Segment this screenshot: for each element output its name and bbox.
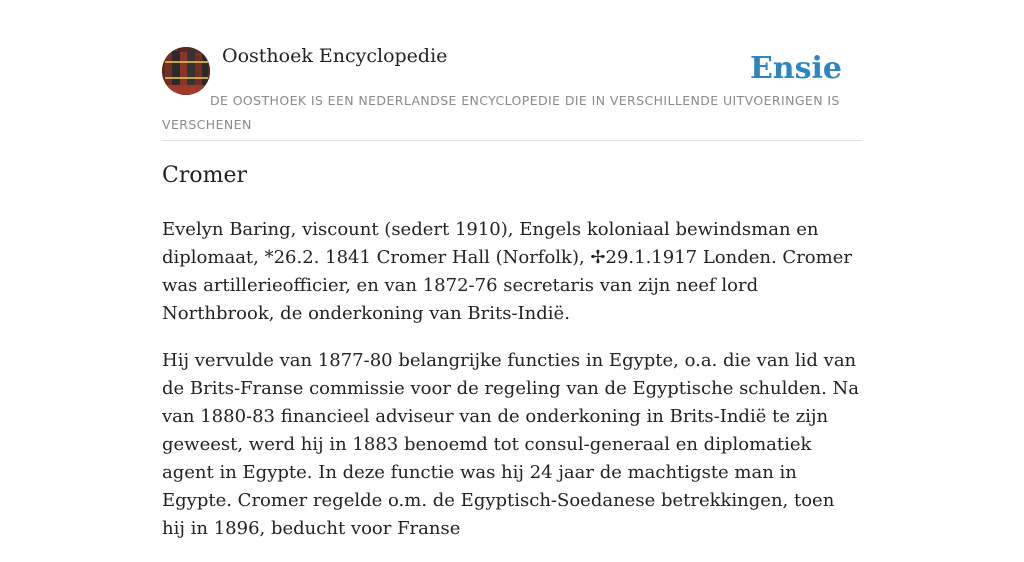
book-spines-icon	[162, 47, 210, 95]
page-title: Cromer	[162, 163, 247, 188]
site-header	[162, 0, 862, 141]
brand-logo[interactable]: Ensie	[749, 51, 842, 86]
site-tagline: DE OOSTHOEK IS EEN NEDERLANDSE ENCYCLOPEDIE DIE IN VERSCHILLENDE UITVOERINGEN IS VERSCHENEN	[162, 93, 840, 132]
avatar[interactable]	[162, 47, 210, 95]
article-body	[162, 216, 862, 562]
page	[162, 0, 862, 539]
site-name[interactable]: Oosthoek Encyclopedie	[222, 45, 448, 67]
article-paragraph: Hij vervulde van 1877-80 belangrijke functies in Egypte, o.a. die van lid van de Brits-Franse commissie voor de regeling van de Egyptische schulden. Na van 1880-83 financieel adviseur van de onderkoning in Brits-Indië te zijn geweest, werd hij in 1883 benoemd tot consul-generaal en diplomatiek agent in Egypte. In deze functie was hij 24 jaar de machtigste man in Egypte. Cromer regelde o.m. de Egyptisch-Soedanese betrekkingen, toen hij in 1896, beducht voor Franse	[162, 350, 860, 539]
article-paragraph: Evelyn Baring, viscount (sedert 1910), Engels koloniaal bewindsman en diplomaat, *26.2. 1841 Cromer Hall (Norfolk), ✢29.1.1917 Londen. Cromer was artillerieofficier, en van 1872-76 secretaris van zijn neef lord Northbrook, de onderkoning van Brits-Indië.	[162, 219, 852, 324]
